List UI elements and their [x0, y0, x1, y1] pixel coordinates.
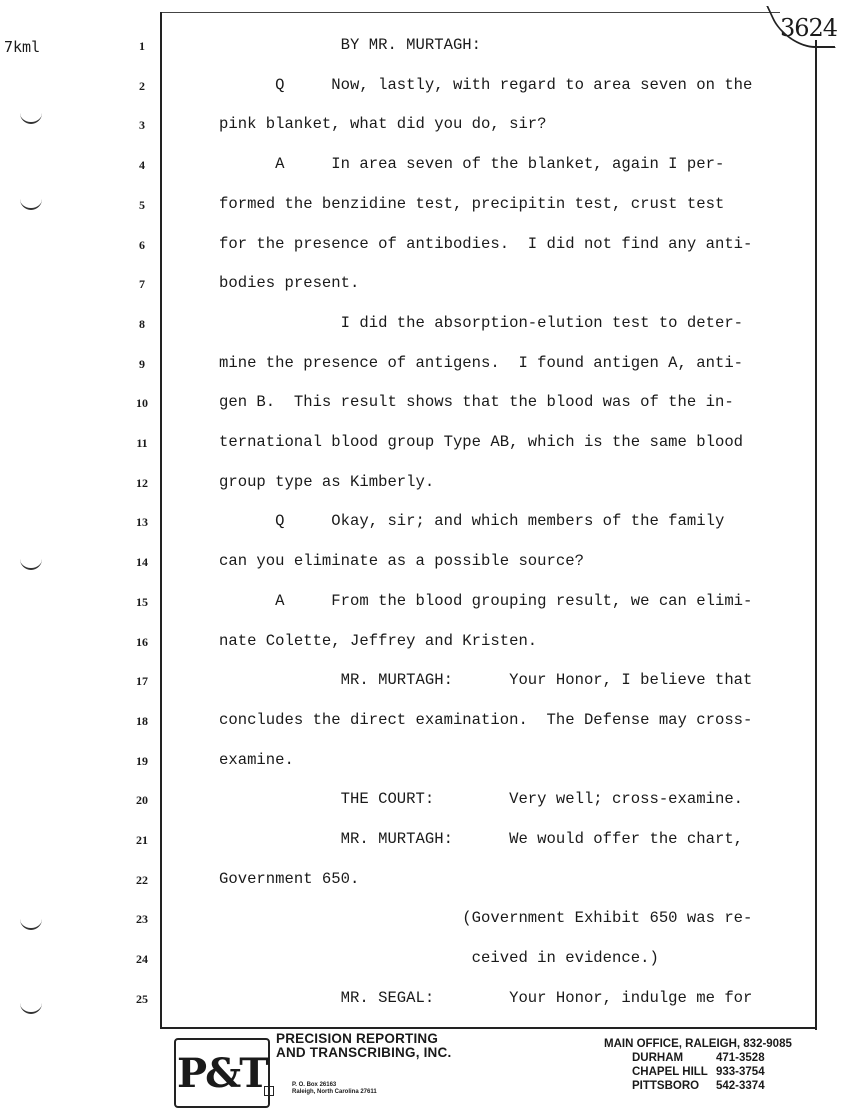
- line-number: 14: [136, 555, 148, 570]
- transcript-line: bodies present.: [219, 274, 360, 293]
- line-number: 5: [139, 197, 145, 212]
- line-number: 25: [136, 991, 148, 1006]
- line-number: 18: [136, 713, 148, 728]
- main-office: MAIN OFFICE, RALEIGH, 832-9085: [604, 1038, 792, 1050]
- office-phone: 471-3528: [716, 1052, 765, 1064]
- transcript-line: ternational blood group Type AB, which is the same blood: [219, 433, 744, 451]
- office-list: [604, 1037, 792, 1093]
- transcript-line: for the presence of antibodies. I did not find any anti-: [219, 234, 753, 253]
- line-number: 4: [139, 158, 145, 173]
- company-address: [292, 1082, 377, 1096]
- punch-hole-mark: [20, 198, 42, 210]
- margin-identifier: 7kml: [4, 38, 41, 56]
- office-city: CHAPEL HILL: [632, 1066, 708, 1078]
- page-frame-bottom: [160, 1027, 817, 1029]
- company-logo: P&T: [174, 1038, 270, 1108]
- transcript-line: MR. MURTAGH: Your Honor, I believe that: [219, 671, 753, 690]
- office-city: DURHAM: [632, 1052, 684, 1064]
- office-phone: 933-3754: [716, 1066, 765, 1078]
- transcript-line: gen B. This result shows that the blood was of the in-: [219, 393, 734, 412]
- transcript-line: A From the blood grouping result, we can elimi-: [219, 591, 753, 610]
- company-name: [276, 1032, 451, 1060]
- punch-hole-mark: [20, 918, 42, 930]
- po-box: P. O. Box 26163: [292, 1082, 337, 1088]
- company-name-line2: AND TRANSCRIBING, INC.: [276, 1045, 452, 1060]
- logo-box-mark: [264, 1086, 274, 1096]
- line-number: 22: [136, 872, 148, 887]
- office-row: [604, 1079, 792, 1093]
- transcript-line: (Government Exhibit 650 was re-: [219, 909, 753, 928]
- punch-hole-mark: [20, 112, 42, 124]
- transcript-line: Q Okay, sir; and which members of the family: [219, 512, 725, 531]
- transcript-line: Government 650.: [219, 869, 360, 888]
- transcript-line: mine the presence of antigens. I found antigen A, anti-: [219, 353, 744, 372]
- line-number: 8: [139, 316, 145, 331]
- line-number: 2: [139, 78, 145, 93]
- line-number: 13: [136, 515, 148, 530]
- transcript-line: examine.: [219, 750, 294, 769]
- line-number: 10: [136, 396, 148, 411]
- transcript-line: formed the benzidine test, precipitin test, crust test: [219, 194, 725, 213]
- line-number: 21: [136, 833, 148, 847]
- transcript-line: I did the absorption-elution test to deter-: [219, 313, 744, 332]
- page-number: 3624: [780, 14, 838, 42]
- transcript-line: MR. MURTAGH: We would offer the chart,: [219, 830, 744, 848]
- line-number: 19: [136, 753, 148, 768]
- transcript-line: pink blanket, what did you do, sir?: [219, 115, 547, 134]
- office-city: PITTSBORO: [632, 1080, 700, 1092]
- transcript-line: MR. SEGAL: Your Honor, indulge me for: [219, 988, 753, 1007]
- transcript-line: concludes the direct examination. The Defense may cross-: [219, 710, 753, 729]
- office-row: [604, 1051, 792, 1065]
- office-phone: 542-3374: [716, 1080, 765, 1092]
- punch-hole-mark: [20, 1002, 42, 1014]
- page-corner-curl: [766, 6, 836, 48]
- line-number: 20: [136, 793, 148, 808]
- line-number: 17: [136, 674, 148, 689]
- transcript-line: A In area seven of the blanket, again I per-: [219, 155, 725, 174]
- transcript-line: group type as Kimberly.: [219, 472, 435, 491]
- page-frame-top: [160, 12, 780, 13]
- line-number: 15: [136, 594, 148, 609]
- city-address: Raleigh, North Carolina 27611: [292, 1089, 377, 1095]
- line-number: 23: [136, 912, 148, 927]
- line-number: 9: [139, 356, 145, 371]
- transcript-line: nate Colette, Jeffrey and Kristen.: [219, 631, 538, 650]
- line-number: 6: [139, 237, 145, 252]
- punch-hole-mark: [20, 558, 42, 570]
- company-name-line1: PRECISION REPORTING: [276, 1031, 439, 1046]
- line-number: 7: [139, 277, 145, 292]
- page-frame-left: [160, 12, 162, 1028]
- transcript-line: BY MR. MURTAGH:: [219, 36, 482, 54]
- line-number: 11: [136, 436, 148, 450]
- page-frame-right: [815, 40, 817, 1030]
- line-number: 1: [139, 39, 145, 53]
- office-row: [604, 1065, 792, 1079]
- transcript-line: ceived in evidence.): [219, 949, 659, 968]
- transcript-line: can you eliminate as a possible source?: [219, 552, 584, 571]
- line-number: 24: [136, 952, 148, 967]
- line-number: 12: [136, 475, 148, 490]
- reporter-footer: [0, 1030, 860, 1106]
- transcript-line: Q Now, lastly, with regard to area seven on the: [219, 75, 753, 94]
- transcript-line: THE COURT: Very well; cross-examine.: [219, 790, 744, 809]
- line-number: 16: [136, 634, 148, 649]
- line-number: 3: [139, 118, 145, 133]
